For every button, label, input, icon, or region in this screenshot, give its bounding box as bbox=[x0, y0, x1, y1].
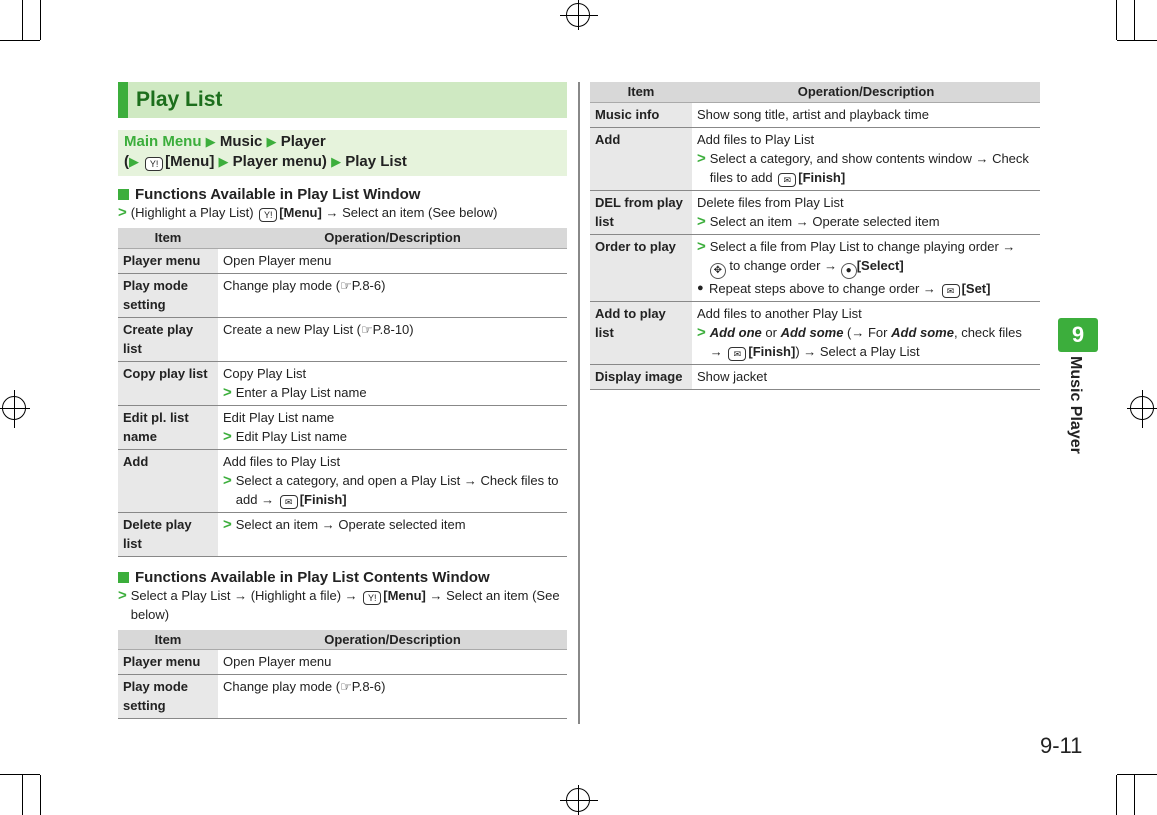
center-key-icon: ● bbox=[841, 263, 857, 279]
chevron-right-icon: > bbox=[697, 237, 706, 255]
item-cell: Create play list bbox=[118, 317, 218, 361]
crop-mark bbox=[0, 774, 40, 775]
functions-table bbox=[118, 228, 567, 557]
table-row bbox=[118, 248, 567, 273]
chevron-right-icon: > bbox=[223, 515, 232, 533]
chevron-right-icon: > bbox=[223, 471, 232, 489]
option-label: Add some bbox=[891, 324, 954, 340]
contents-functions-table bbox=[118, 630, 567, 720]
chevron-right-icon: > bbox=[697, 212, 706, 230]
step-key-label: [Menu] bbox=[383, 587, 426, 603]
key-label: [Select] bbox=[856, 257, 904, 273]
square-bullet-icon bbox=[118, 189, 129, 200]
description-cell: Show song title, artist and playback time bbox=[692, 102, 1040, 127]
description-cell: Show jacket bbox=[692, 364, 1040, 389]
crop-mark bbox=[1116, 0, 1117, 40]
description-text: or bbox=[765, 324, 777, 340]
menu-key-icon: Y! bbox=[259, 208, 277, 222]
table-header-row bbox=[118, 630, 567, 650]
description-cell: Open Player menu bbox=[218, 248, 567, 273]
step-key-label: [Menu] bbox=[279, 205, 322, 220]
mail-key-icon: ✉ bbox=[728, 347, 746, 361]
step-text: (Highlight a Play List) bbox=[130, 205, 254, 220]
crop-mark bbox=[1134, 0, 1135, 40]
section-heading-text: Functions Available in Play List Contents Window bbox=[135, 568, 490, 586]
description-step: Enter a Play List name bbox=[235, 384, 367, 400]
menu-path-item: Main Menu bbox=[124, 133, 202, 150]
left-column bbox=[118, 82, 567, 719]
item-cell: Edit pl. list name bbox=[118, 405, 218, 449]
description-text: Copy Play List bbox=[223, 365, 307, 381]
description-cell bbox=[692, 127, 1040, 190]
column-header: Item bbox=[118, 228, 218, 248]
crop-mark bbox=[40, 0, 41, 40]
option-label: Add some bbox=[780, 324, 844, 340]
item-cell: Add bbox=[590, 127, 692, 190]
description-step: Select an item → Operate selected item bbox=[235, 516, 466, 532]
description-step: to change order → bbox=[729, 257, 838, 273]
key-label: [Finish] bbox=[798, 169, 846, 185]
table-row bbox=[118, 405, 567, 449]
registration-mark-icon bbox=[2, 396, 26, 420]
description-step: Edit Play List name bbox=[235, 428, 348, 444]
triangle-arrow-icon: ▶ bbox=[331, 154, 342, 169]
triangle-arrow-icon: ▶ bbox=[218, 154, 229, 169]
crop-mark bbox=[1134, 775, 1135, 815]
description-step: Select a category, and open a Play List → Check files to add → bbox=[235, 472, 559, 507]
description-step: Select a category, and show contents window → Check files to add bbox=[709, 150, 1029, 185]
chevron-right-icon: > bbox=[223, 383, 232, 401]
item-cell: DEL from play list bbox=[590, 190, 692, 234]
crop-mark bbox=[1116, 775, 1117, 815]
table-header-row bbox=[590, 82, 1040, 102]
table-row bbox=[590, 301, 1040, 364]
description-cell: Open Player menu bbox=[218, 650, 567, 675]
description-cell: Change play mode (☞P.8-6) bbox=[218, 675, 567, 719]
section-heading bbox=[118, 186, 567, 203]
description-text: Add files to Play List bbox=[223, 453, 341, 469]
option-label: Add one bbox=[709, 324, 762, 340]
table-row bbox=[590, 127, 1040, 190]
crop-mark bbox=[22, 0, 23, 40]
crop-mark bbox=[1117, 774, 1157, 775]
description-step: Select a file from Play List to change playing order → bbox=[709, 238, 1016, 254]
menu-key-icon: Y! bbox=[363, 591, 381, 605]
table-row bbox=[590, 234, 1040, 301]
mail-key-icon: ✉ bbox=[778, 173, 796, 187]
crop-mark bbox=[22, 775, 23, 815]
description-text: Delete files from Play List bbox=[697, 194, 844, 210]
triangle-arrow-icon: ▶ bbox=[205, 134, 216, 149]
page-title: Play List bbox=[118, 82, 567, 118]
description-cell bbox=[218, 449, 567, 512]
item-cell: Add to play list bbox=[590, 301, 692, 364]
item-cell: Play mode setting bbox=[118, 675, 218, 719]
table-row bbox=[118, 361, 567, 405]
description-cell: Create a new Play List (☞P.8-10) bbox=[218, 317, 567, 361]
column-header: Operation/Description bbox=[692, 82, 1040, 102]
description-text: Add files to another Play List bbox=[697, 305, 862, 321]
table-row bbox=[118, 273, 567, 317]
instruction-step bbox=[118, 203, 567, 222]
description-step: Repeat steps above to change order → bbox=[709, 280, 936, 296]
description-text: ) → Select a Play List bbox=[795, 343, 920, 359]
chapter-tab: 9 bbox=[1058, 318, 1098, 352]
chevron-right-icon: > bbox=[118, 586, 127, 604]
menu-path-item: Player bbox=[280, 133, 326, 150]
chevron-right-icon: > bbox=[697, 323, 706, 341]
mail-key-icon: ✉ bbox=[942, 284, 960, 298]
right-column bbox=[590, 82, 1040, 390]
menu-path: Main Menu ▶ Music ▶ Player (▶ Y! [Menu] ▶ Player menu) ▶ Play List bbox=[118, 130, 567, 176]
crop-mark bbox=[1117, 40, 1157, 41]
menu-path-item: [Menu] bbox=[165, 153, 215, 170]
section-heading-text: Functions Available in Play List Window bbox=[135, 186, 421, 203]
step-text: → Select an item (See below) bbox=[325, 205, 498, 220]
table-row bbox=[118, 650, 567, 675]
description-text: (→ For bbox=[847, 324, 888, 340]
column-header: Operation/Description bbox=[218, 228, 567, 248]
column-divider bbox=[578, 82, 580, 724]
description-cell bbox=[218, 361, 567, 405]
table-row bbox=[118, 512, 567, 556]
item-cell: Order to play bbox=[590, 234, 692, 301]
column-header: Operation/Description bbox=[218, 630, 567, 650]
instruction-step bbox=[118, 586, 567, 624]
column-header: Item bbox=[590, 82, 692, 102]
table-row bbox=[590, 190, 1040, 234]
description-cell bbox=[218, 512, 567, 556]
key-label: [Finish] bbox=[748, 343, 796, 359]
description-cell bbox=[692, 234, 1040, 301]
chevron-right-icon: > bbox=[118, 204, 127, 221]
menu-key-icon: Y! bbox=[145, 157, 163, 171]
column-header: Item bbox=[118, 630, 218, 650]
navigation-key-icon: ✥ bbox=[710, 263, 726, 279]
item-cell: Display image bbox=[590, 364, 692, 389]
description-cell bbox=[218, 405, 567, 449]
menu-path-item: Player menu) bbox=[232, 153, 327, 170]
description-text: , check files → bbox=[709, 324, 1022, 359]
table-header-row bbox=[118, 228, 567, 248]
description-cell: Change play mode (☞P.8-6) bbox=[218, 273, 567, 317]
registration-mark-icon bbox=[1130, 396, 1154, 420]
square-bullet-icon bbox=[118, 572, 129, 583]
mail-key-icon: ✉ bbox=[280, 495, 298, 509]
triangle-arrow-icon: ▶ bbox=[266, 134, 277, 149]
table-row bbox=[118, 449, 567, 512]
item-cell: Play mode setting bbox=[118, 273, 218, 317]
description-text: Edit Play List name bbox=[223, 409, 335, 425]
chevron-right-icon: > bbox=[697, 149, 706, 167]
bullet-icon: ● bbox=[697, 281, 704, 294]
crop-mark bbox=[40, 775, 41, 815]
triangle-arrow-icon: ▶ bbox=[129, 154, 139, 169]
page-number: 9-11 bbox=[1040, 733, 1083, 758]
registration-mark-icon bbox=[566, 788, 590, 812]
chapter-label: Music Player bbox=[1067, 356, 1084, 454]
key-label: [Finish] bbox=[299, 491, 347, 507]
description-cell bbox=[692, 301, 1040, 364]
item-cell: Add bbox=[118, 449, 218, 512]
table-row bbox=[590, 102, 1040, 127]
crop-mark bbox=[0, 40, 40, 41]
description-text: Add files to Play List bbox=[697, 131, 815, 147]
description-cell bbox=[692, 190, 1040, 234]
section-heading bbox=[118, 569, 567, 586]
table-row bbox=[118, 675, 567, 719]
key-label: [Set] bbox=[961, 280, 991, 296]
menu-path-item: Music bbox=[219, 133, 263, 150]
item-cell: Player menu bbox=[118, 650, 218, 675]
menu-path-item: Play List bbox=[345, 153, 407, 170]
item-cell: Player menu bbox=[118, 248, 218, 273]
item-cell: Copy play list bbox=[118, 361, 218, 405]
contents-functions-table-continued bbox=[590, 82, 1040, 390]
item-cell: Music info bbox=[590, 102, 692, 127]
step-text: Select a Play List → (Highlight a file) → bbox=[130, 587, 358, 603]
table-row bbox=[590, 364, 1040, 389]
chevron-right-icon: > bbox=[223, 427, 232, 445]
registration-mark-icon bbox=[566, 3, 590, 27]
table-row bbox=[118, 317, 567, 361]
step-text: → Select an item (See below) bbox=[130, 587, 560, 622]
description-step: Select an item → Operate selected item bbox=[709, 213, 940, 229]
item-cell: Delete play list bbox=[118, 512, 218, 556]
